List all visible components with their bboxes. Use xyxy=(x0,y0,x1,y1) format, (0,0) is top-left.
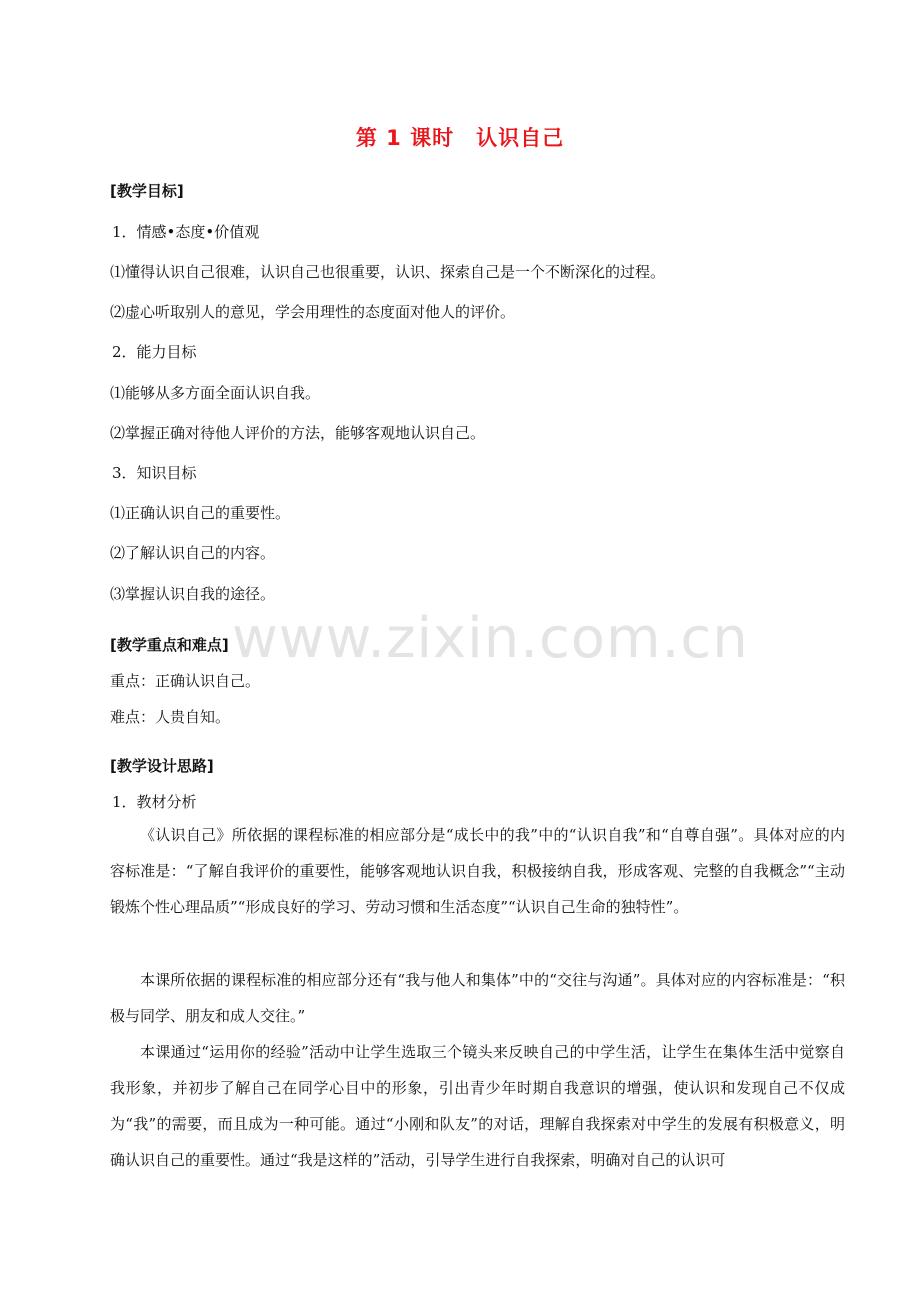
goal-1: 1．情感•态度•价值观 xyxy=(112,223,260,241)
difficult-point: 难点：人贵自知。 xyxy=(110,708,231,726)
goal-3-2: ⑵了解认识自己的内容。 xyxy=(110,544,276,562)
goal-3-3: ⑶掌握认识自我的途径。 xyxy=(110,585,276,603)
key-heading: [教学重点和难点] xyxy=(110,636,229,654)
key-point: 重点：正确认识自己。 xyxy=(110,672,261,690)
design-heading: [教学设计思路] xyxy=(110,757,214,775)
paragraph-2: 本课所依据的课程标准的相应部分还有“我与他人和集体”中的“交往与沟通”。具体对应的内容标准是：“积极与同学、朋友和成人交往。” xyxy=(110,971,845,1025)
watermark-logo: www.zixin.com.cn xyxy=(232,606,749,671)
goal-3: 3．知识目标 xyxy=(112,464,197,482)
paragraph-1: 《认识自己》所依据的课程标准的相应部分是“成长中的我”中的“认识自我”和“自尊自强”。具体对应的内容标准是：“了解自我评价的重要性，能够客观地认识自我，积极接纳自我，形成客观、完整的自我概念”“主动锻炼个性心理品质”“形成良好的学习、劳动习惯和生活态度”“认识自己生命的独特性”。 xyxy=(110,826,845,916)
goal-2: 2．能力目标 xyxy=(112,343,197,361)
goals-heading: [教学目标] xyxy=(110,182,184,200)
paragraph-3: 本课通过“运用你的经验”活动中让学生选取三个镜头来反映自己的中学生活，让学生在集体生活中觉察自我形象，并初步了解自己在同学心目中的形象，引出青少年时期自我意识的增强，使认识和发现自己不仅成为“我”的需要，而且成为一种可能。通过“小刚和队友”的对话，理解自我探索对中学生的发展有积极意义，明确认识自己的重要性。通过“我是这样的”活动，引导学生进行自我探索，明确对自己的认识可 xyxy=(110,1043,845,1169)
goal-1-1: ⑴懂得认识自己很难，认识自己也很重要，认识、探索自己是一个不断深化的过程。 xyxy=(110,263,666,281)
goal-1-2: ⑵虚心听取别人的意见，学会用理性的态度面对他人的评价。 xyxy=(110,303,516,321)
goal-3-1: ⑴正确认识自己的重要性。 xyxy=(110,504,291,522)
design-1: 1．教材分析 xyxy=(112,793,197,811)
page-title: 第 1 课时 认识自己 xyxy=(355,126,565,150)
goal-2-2: ⑵掌握正确对待他人评价的方法，能够客观地认识自己。 xyxy=(110,424,486,442)
goal-2-1: ⑴能够从多方面全面认识自我。 xyxy=(110,384,321,402)
